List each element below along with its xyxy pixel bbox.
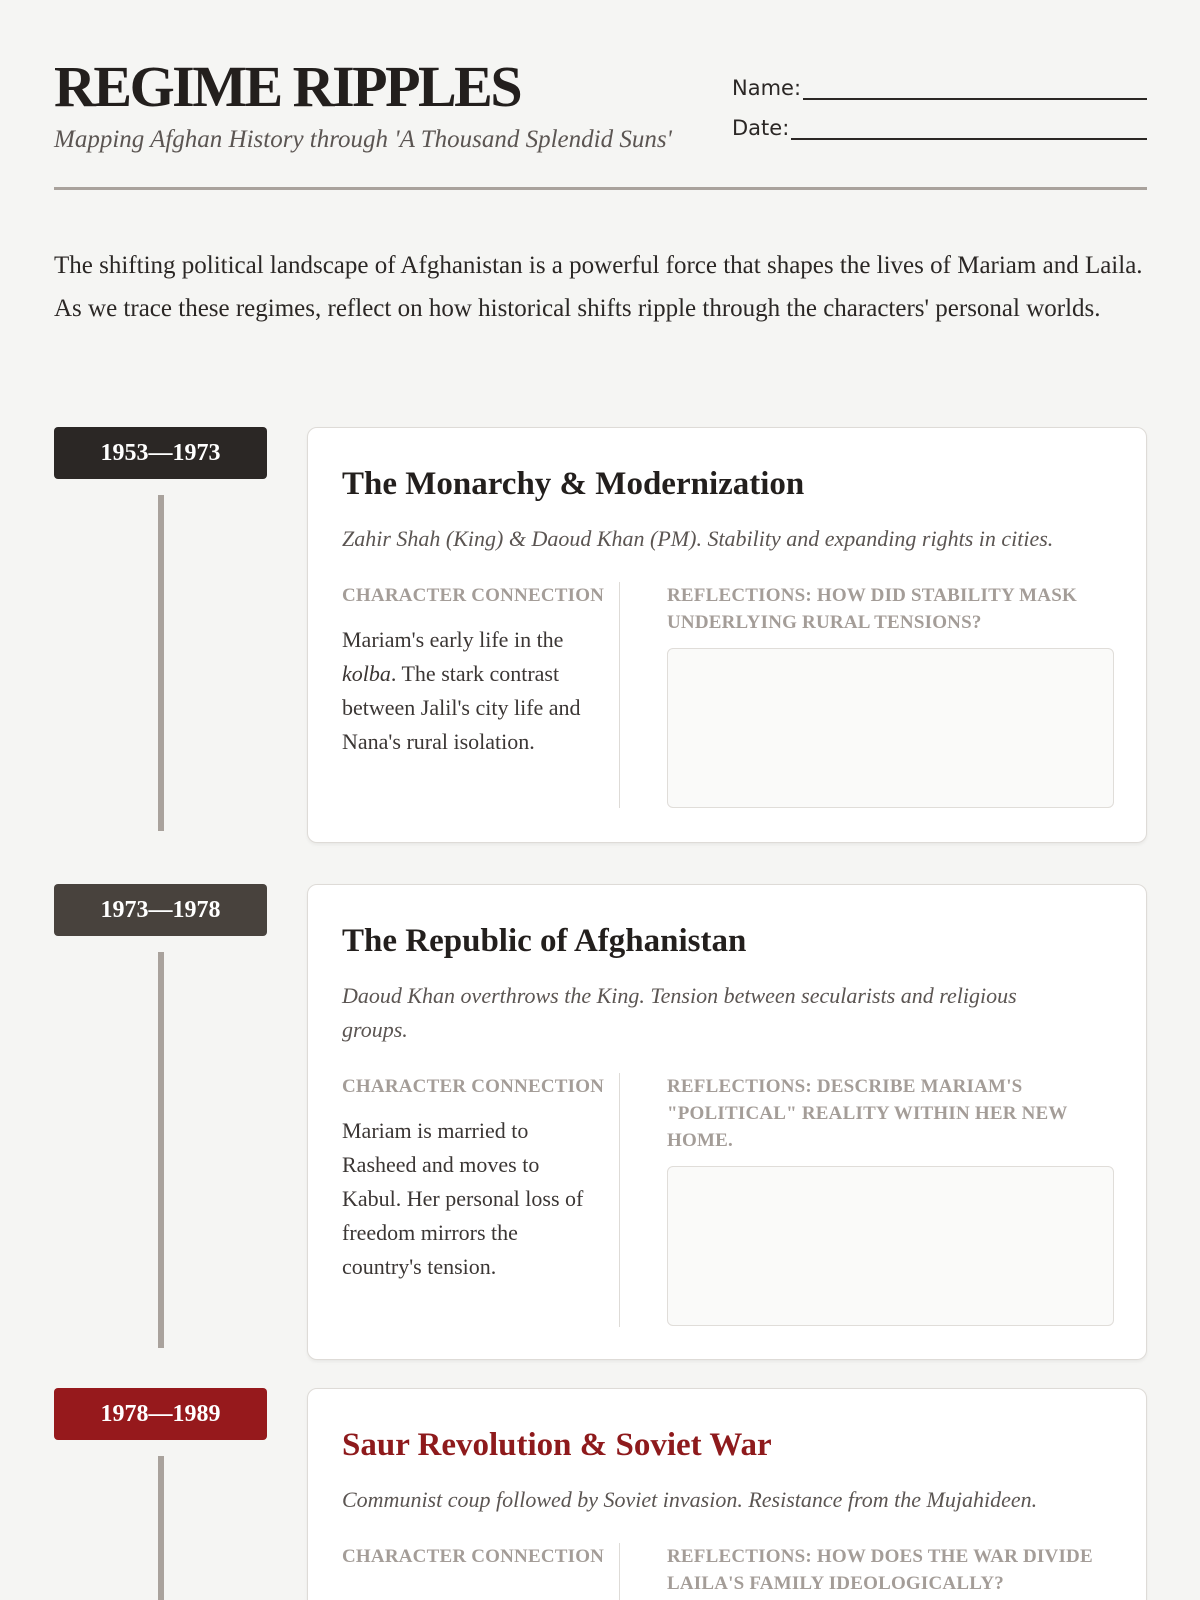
connection-text: Mariam's early life in the kolba. The stark contrast between Jalil's city life and Nana's rural isolation. (342, 627, 581, 754)
intro-paragraph: The shifting political landscape of Afghanistan is a powerful force that shapes the lives of Mariam and Laila. As we trace these regimes, reflect on how historical shifts ripple through the characters' personal worlds. (54, 252, 1143, 322)
connection-heading: CHARACTER CONNECTION (342, 1546, 605, 1567)
character-connection (342, 582, 620, 808)
character-connection (342, 1543, 620, 1600)
reflection-heading: REFLECTIONS: HOW DID STABILITY MASK UNDERLYING RURAL TENSIONS? (667, 585, 1077, 633)
regime-title: Saur Revolution & Soviet War (342, 1427, 772, 1463)
connection-heading: CHARACTER CONNECTION (342, 585, 605, 606)
reflection-heading: REFLECTIONS: DESCRIBE MARIAM'S "POLITICAL" REALITY WITHIN HER NEW HOME. (667, 1076, 1068, 1151)
worksheet-header (54, 0, 1147, 190)
regime-card (307, 884, 1147, 1360)
worksheet-page (54, 0, 1147, 1594)
regime-description: Daoud Khan overthrows the King. Tension between secularists and religious groups. (342, 983, 1017, 1042)
date-line[interactable] (791, 138, 1147, 140)
reflection-section (667, 582, 1114, 808)
timeline-entry-1953 (54, 427, 1147, 847)
name-field[interactable] (732, 72, 1147, 100)
timeline-spine (158, 495, 164, 831)
page-title: REGIME RIPPLES (54, 54, 521, 119)
timeline-entry-1978 (54, 1388, 1147, 1600)
reflection-answer-box[interactable] (667, 648, 1114, 808)
connection-text: Mariam is married to Rasheed and moves to Kabul. Her personal loss of freedom mirrors the country's tension. (342, 1118, 584, 1279)
date-badge: 1978—1989 (54, 1388, 267, 1440)
date-field[interactable] (732, 112, 1147, 140)
date-badge: 1953—1973 (54, 427, 267, 479)
regime-card (307, 427, 1147, 843)
regime-description: Communist coup followed by Soviet invasion. Resistance from the Mujahideen. (342, 1487, 1038, 1512)
reflection-section (667, 1073, 1114, 1327)
regime-description: Zahir Shah (King) & Daoud Khan (PM). Stability and expanding rights in cities. (342, 526, 1054, 551)
connection-heading: CHARACTER CONNECTION (342, 1076, 605, 1097)
regime-title: The Monarchy & Modernization (342, 466, 805, 502)
regime-card (307, 1388, 1147, 1600)
name-line[interactable] (803, 98, 1147, 100)
character-connection (342, 1073, 620, 1327)
date-badge: 1973—1978 (54, 884, 267, 936)
timeline-entry-1973 (54, 884, 1147, 1364)
page-subtitle: Mapping Afghan History through 'A Thousand Splendid Suns' (54, 126, 672, 153)
name-label: Name: (732, 76, 802, 100)
reflection-answer-box[interactable] (667, 1166, 1114, 1326)
reflection-section (667, 1543, 1114, 1600)
date-label: Date: (732, 116, 790, 140)
student-fields (732, 72, 1147, 152)
timeline-spine (158, 1456, 164, 1600)
timeline-spine (158, 952, 164, 1348)
reflection-heading: REFLECTIONS: HOW DOES THE WAR DIVIDE LAILA'S FAMILY IDEOLOGICALLY? (667, 1546, 1093, 1594)
regime-title: The Republic of Afghanistan (342, 923, 747, 959)
